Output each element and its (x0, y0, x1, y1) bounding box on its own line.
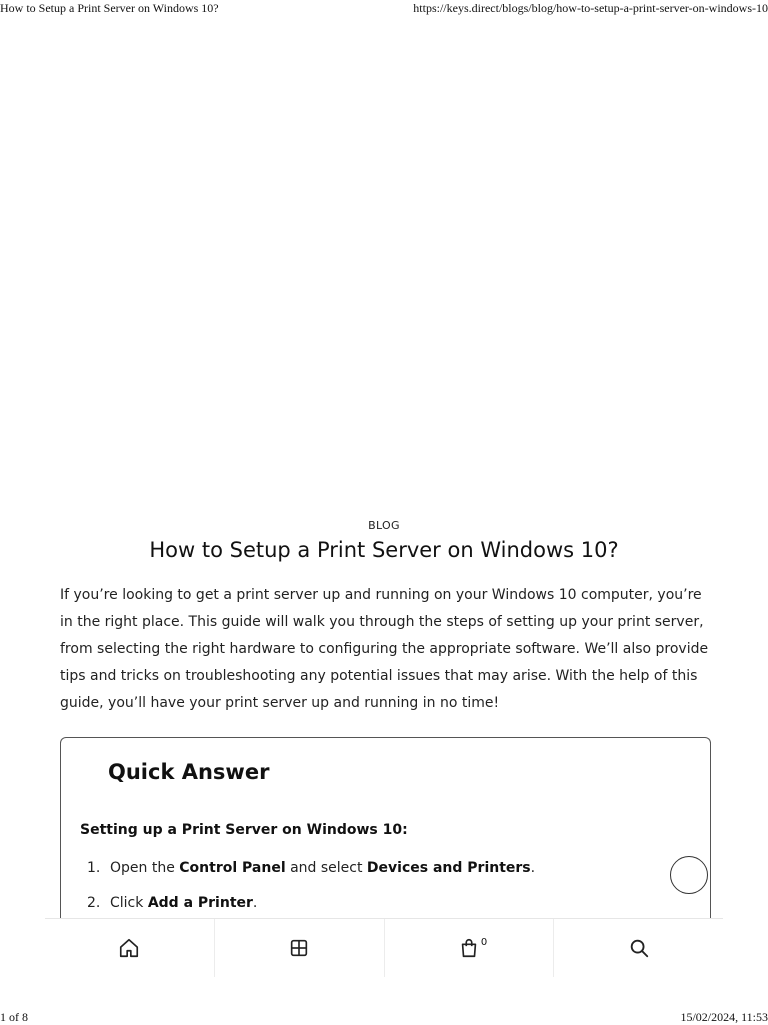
print-header (0, 0, 768, 16)
shopping-bag-icon (458, 937, 480, 959)
print-footer-datetime: 15/02/2024, 11:53 (680, 1010, 768, 1024)
article-category[interactable]: BLOG (368, 519, 400, 532)
home-icon (118, 937, 140, 959)
devices-printers-label: Devices and Printers (366, 860, 531, 876)
nav-collections-button[interactable] (215, 919, 385, 977)
nav-home-button[interactable] (45, 919, 215, 977)
nav-search-button[interactable] (554, 919, 723, 977)
print-footer (0, 1008, 768, 1024)
nav-cart-button[interactable] (385, 919, 555, 977)
article-title: How to Setup a Print Server on Windows 10? (149, 538, 619, 562)
bottom-navigation (45, 918, 723, 977)
print-footer-page: 1 of 8 (0, 1010, 28, 1024)
quick-answer-heading: Quick Answer (108, 760, 270, 784)
quick-answer-box (60, 737, 711, 938)
add-printer-label: Add a Printer (147, 895, 253, 911)
grid-icon (288, 937, 310, 959)
search-icon (628, 937, 650, 959)
quick-answer-subheading: Setting up a Print Server on Windows 10: (80, 822, 408, 838)
floating-chat-button[interactable] (670, 856, 708, 894)
print-header-url: https://keys.direct/blogs/blog/how-to-setup-a-print-server-on-windows-10 (413, 1, 768, 15)
quick-answer-step: 1. Open the Control Panel and select Devices and Printers. (87, 860, 536, 876)
print-header-title: How to Setup a Print Server on Windows 10? (0, 1, 219, 15)
control-panel-label: Control Panel (179, 860, 286, 876)
quick-answer-step: 2. Click Add a Printer. (87, 895, 258, 911)
cart-count-badge: 0 (480, 937, 488, 948)
article-intro: If you’re looking to get a print server up and running on your Windows 10 computer, you’re in the right place. This guide will walk you through the steps of setting up your print server, from selecting the right hardware to configuring the appropriate software. We’ll also provide tips and tricks on troubleshooting any potential issues that may arise. With the help of this guide, you’ll have your print server up and running in no time! (60, 587, 709, 711)
